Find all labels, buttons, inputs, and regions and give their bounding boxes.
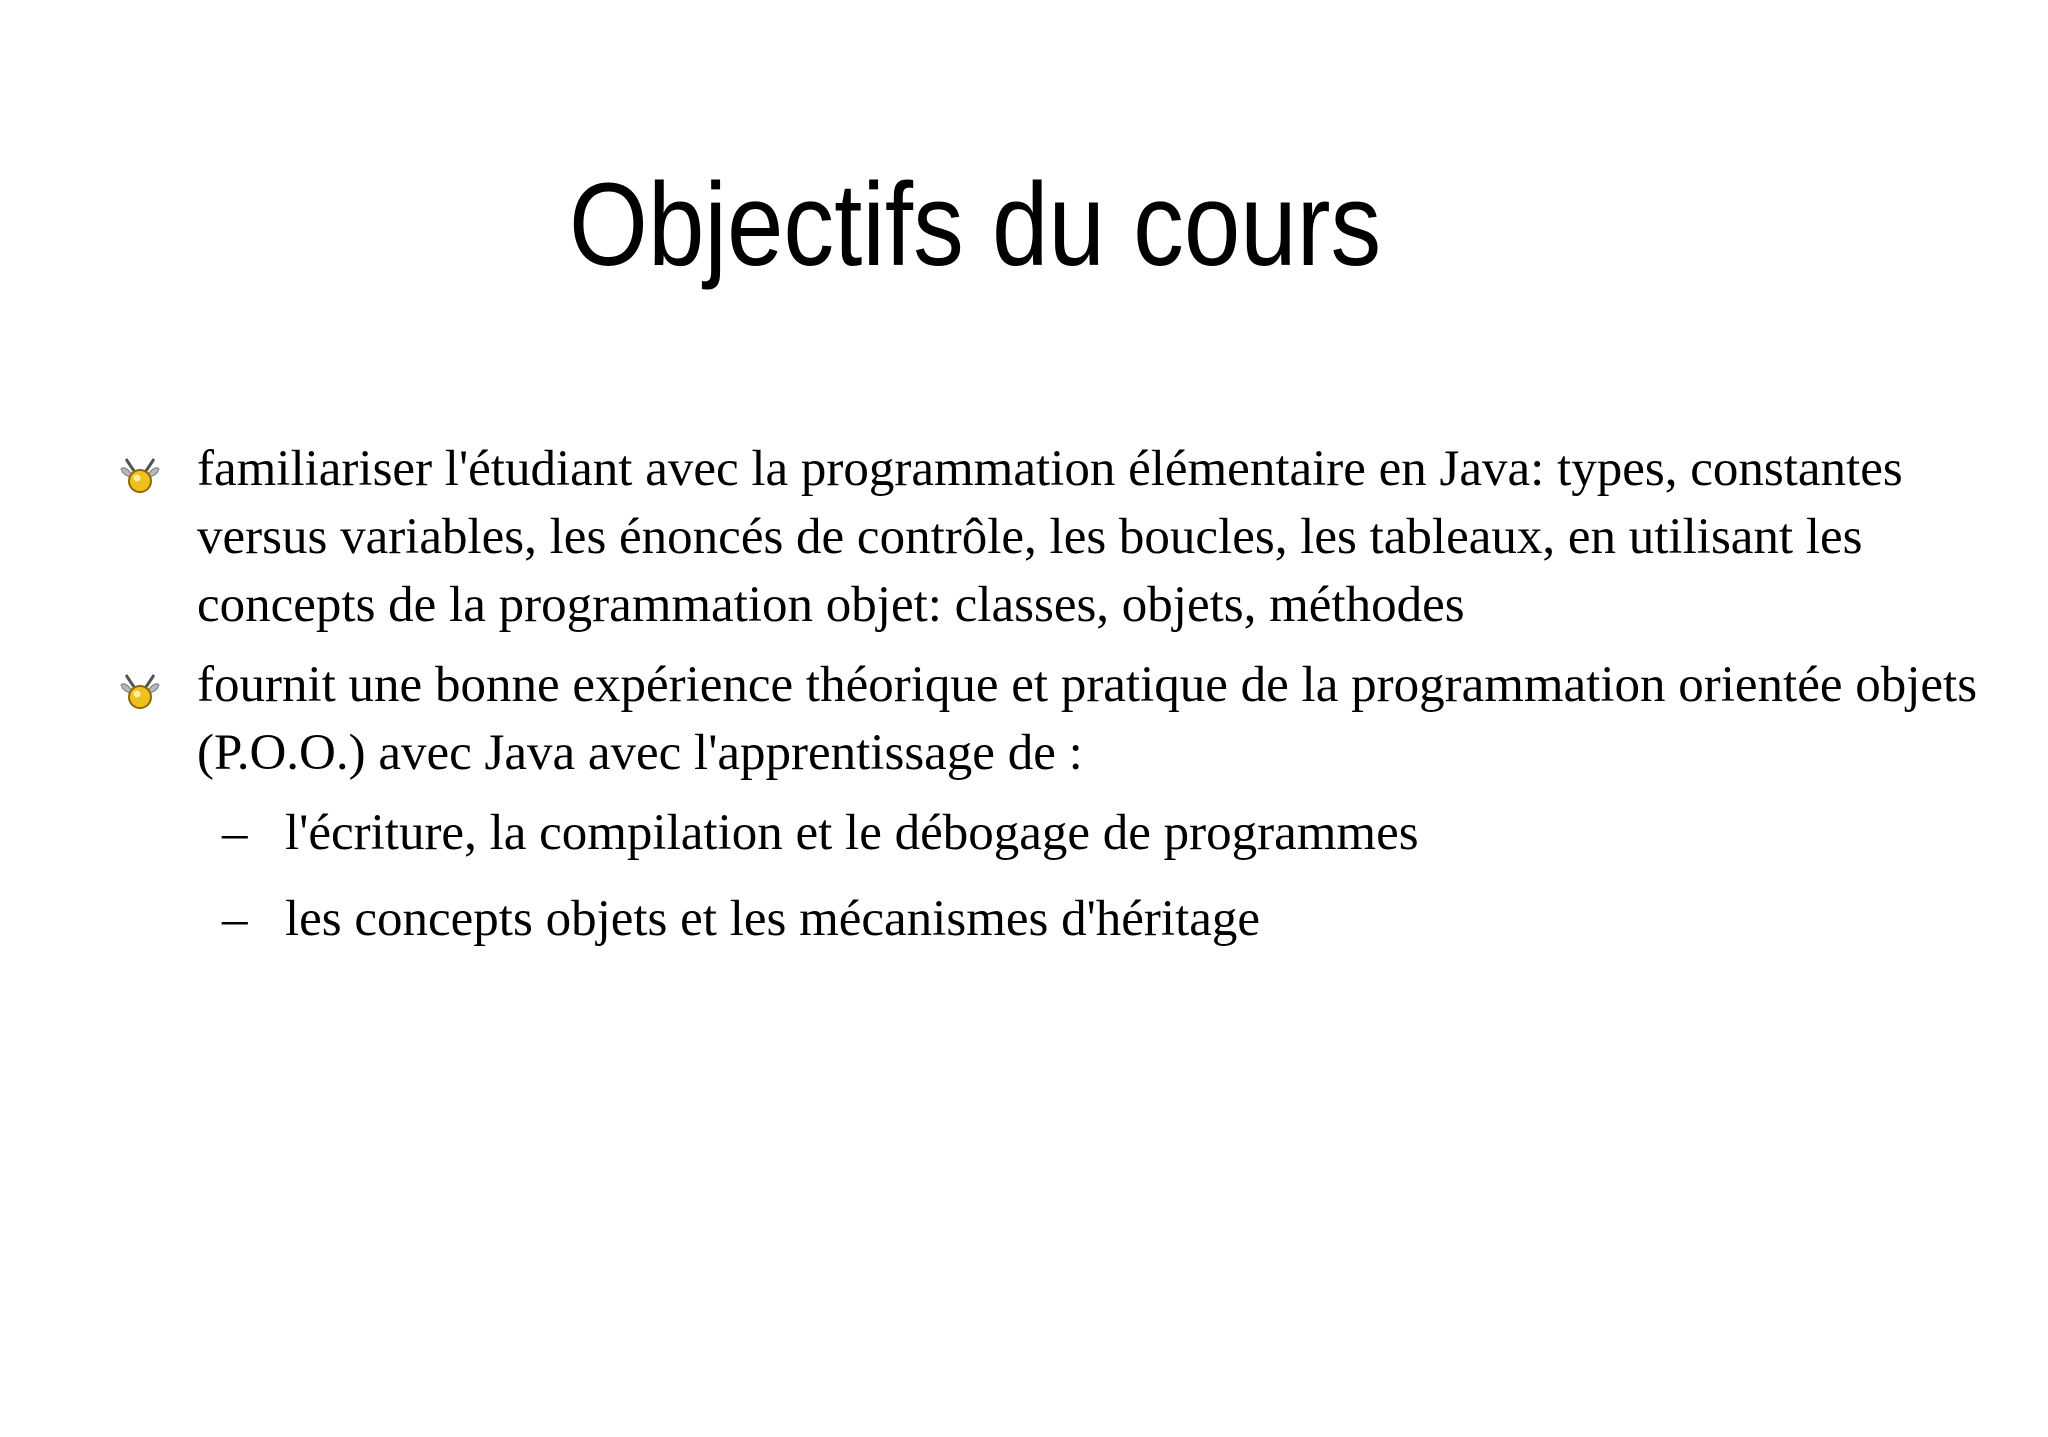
dash-marker: – [222, 805, 248, 861]
bullet-item [0, 435, 1997, 639]
bee-bullet-icon [118, 453, 162, 497]
slide-content [0, 435, 2048, 971]
sub-list [0, 799, 2048, 953]
sub-list-item [0, 799, 2048, 867]
sub-item-text: l'écriture, la compilation et le débogage de programmes [285, 805, 1419, 861]
bee-bullet-icon [118, 669, 162, 713]
sub-item-text: les concepts objets et les mécanismes d'héritage [285, 891, 1261, 947]
dash-marker: – [222, 891, 248, 947]
bullet-text: fournit une bonne expérience théorique et pratique de la programmation orientée objets (P.O.O.) avec Java avec l'apprentissage de : [197, 657, 1978, 781]
sub-list-item [0, 885, 2048, 953]
bullet-text: familiariser l'étudiant avec la programmation élémentaire en Java: types, constantes versus variables, les énoncés de contrôle, les boucles, les tableaux, en utilisant les concepts de la programmation objet: classes, objets, méthodes [197, 441, 1903, 633]
slide-title: Objectifs du cours [569, 159, 1382, 291]
bullet-item [0, 651, 1997, 787]
